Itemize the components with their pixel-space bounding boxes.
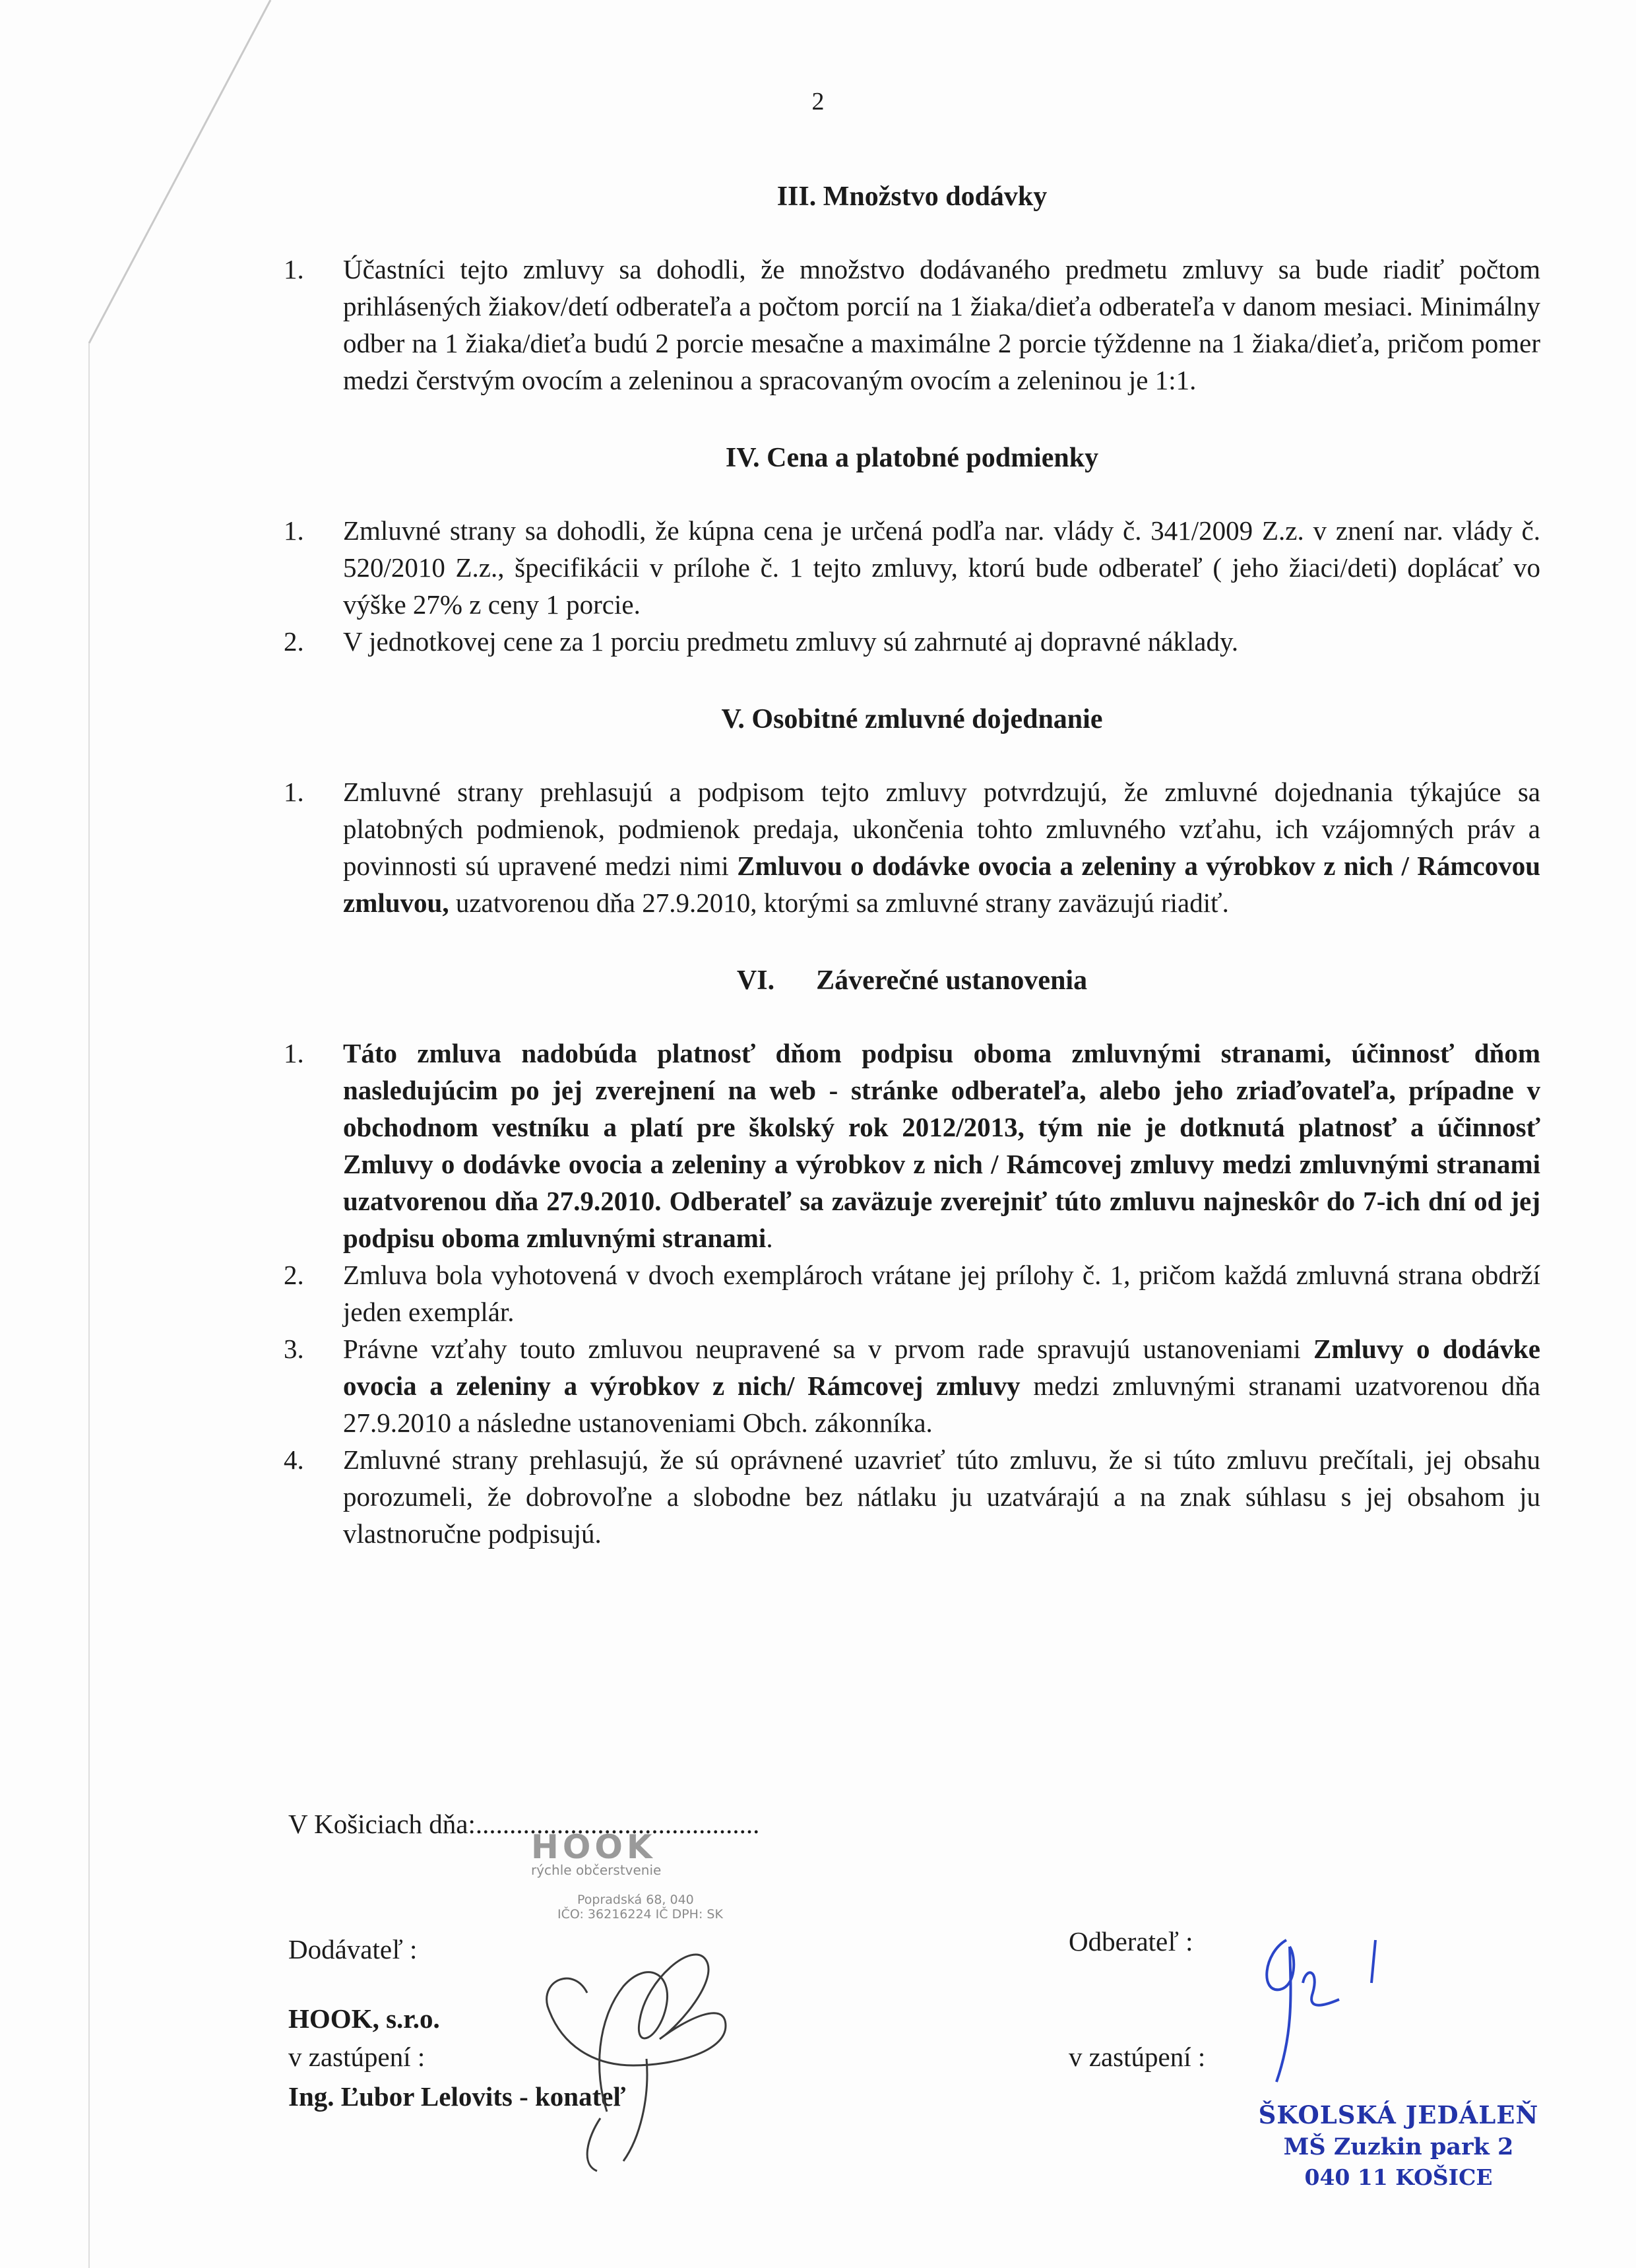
supplier-rep-name: Ing. Ľubor Lelovits - konateľ [288,2081,626,2112]
section-heading: III. Množstvo dodávky [776,181,1048,212]
section-heading: VI. Záverečné ustanovenia [736,965,1088,996]
supplier-stamp-address: Popradská 68, 040 [577,1893,694,1907]
supplier-rep-label: v zastúpení : [288,2042,425,2072]
item-number: 1. [284,254,304,284]
section [284,921,1540,1552]
section-list [284,1035,1540,1552]
list-item [284,251,1540,399]
customer-stamp-line2: MŠ Zuzkin park 2 [1283,2133,1514,2160]
section [284,178,1540,399]
item-number: 1. [284,777,304,807]
item-text: Zmluva bola vyhotovená v dvoch exemplároch vrátane jej prílohy č. 1, pričom každá zmluvná strana obdrží jeden exemplár. [343,1260,1540,1327]
list-item [284,623,1540,660]
item-number: 2. [284,1260,304,1290]
section [284,660,1540,921]
section-heading: V. Osobitné zmluvné dojednanie [721,704,1103,734]
supplier-name: HOOK, s.r.o. [288,2003,440,2034]
customer-stamp-line3: 040 11 KOŠICE [1304,2164,1493,2190]
supplier-label: Dodávateľ : [288,1934,418,1964]
supplier-stamp-ids: IČO: 36216224 IČ DPH: SK [557,1907,723,1922]
customer-rep-label: v zastúpení : [1069,2042,1206,2072]
item-text: . [766,1223,773,1253]
item-number: 1. [284,1038,304,1068]
item-text: Právne vzťahy touto zmluvou neupravené sa v prvom rade spravujú ustanoveniami [343,1334,1314,1364]
item-text: medzi zmluvnými stranami uzatvorenou dňa 27.9.2010 a následne ustanoveniami Obch. zákonníka. [343,1371,1540,1438]
item-number: 1. [284,515,304,546]
item-text-bold: Zmluvou o dodávke ovocia a zeleniny a výrobkov z nich / Rámcovou zmluvou, [343,851,1540,918]
list-item [284,773,1540,921]
item-text: uzatvorenou dňa 27.9.2010, ktorými sa zmluvné strany zaväzujú riadiť. [449,888,1229,918]
item-text: Zmluvné strany prehlasujú a podpisom tejto zmluvy potvrdzujú, že zmluvné dojednania týkajúce sa platobných podmienok, podmienok predaja, ukončenia tohto zmluvného vzťahu, ich vzájomných práv a povinnosti sú upravené medzi nimi [343,777,1540,881]
section-list [284,512,1540,660]
item-text: V jednotkovej cene za 1 porciu predmetu zmluvy sú zahrnuté aj dopravné náklady. [343,626,1239,657]
supplier-signature [508,1900,745,2178]
document-body [284,178,1540,1552]
item-text: Účastníci tejto zmluvy sa dohodli, že množstvo dodávaného predmetu zmluvy sa bude riadiť počtom prihlásených žiakov/detí odberateľa a počtom porcií na 1 žiaka/dieťa odberateľa v danom mesiaci. Minimálny odber na 1 žiaka/dieťa budú 2 porcie mesačne a maximálne 2 porcie týždenne na 1 žiaka/dieťa, pričom pomer medzi čerstvým ovocím a zeleninou a spracovaným ovocím a zeleninou je 1:1. [343,254,1540,395]
supplier-stamp-tagline: rýchle občerstvenie [531,1862,662,1878]
item-text: Zmluvné strany sa dohodli, že kúpna cena je určená podľa nar. vlády č. 341/2009 Z.z. v znení nar. vlády č. 520/2010 Z.z., špecifikácii v prílohe č. 1 tejto zmluvy, ktorú bude odberateľ ( jeho žiaci/deti) doplácať vo výške 27% z ceny 1 porcie. [343,515,1540,620]
place-date: V Košiciach dňa:.......................................... [288,1809,760,1839]
item-number: 2. [284,626,304,657]
item-number: 3. [284,1334,304,1364]
item-text-bold: Táto zmluva nadobúda platnosť dňom podpisu oboma zmluvnými stranami, účinnosť dňom nasledujúcim po jej zverejnení na web - stránke odberateľa, alebo jeho zriaďovateľa, prípadne v obchodnom vestníku a platí pre školský rok 2012/2013, tým nie je dotknutá platnosť a účinnosť Zmluvy o dodávke ovocia a zeleniny a výrobkov z nich / Rámcovej zmluvy medzi zmluvnými stranami uzatvorenou dňa 27.9.2010. Odberateľ sa zaväzuje zverejniť túto zmluvu najneskôr do 7-ich dní od jej podpisu oboma zmluvnými stranami [343,1038,1540,1253]
section-list [284,251,1540,399]
page-number: 2 [811,88,825,115]
list-item [284,1330,1540,1441]
customer-signature [1250,1920,1395,2092]
customer-stamp-line1: ŠKOLSKÁ JEDÁLEŇ [1258,2100,1539,2129]
list-item [284,1441,1540,1552]
section-list [284,773,1540,921]
section [284,399,1540,660]
item-number: 4. [284,1444,304,1475]
customer-stamp [1257,2100,1540,2190]
list-item [284,512,1540,623]
supplier-stamp-logo: HOOK [531,1828,656,1866]
list-item [284,1035,1540,1256]
list-item [284,1256,1540,1330]
item-text-bold: Zmluvy o dodávke ovocia a zeleniny a výrobkov z nich/ Rámcovej zmluvy [343,1334,1540,1401]
section-heading: IV. Cena a platobné podmienky [725,443,1099,473]
customer-label: Odberateľ : [1069,1926,1193,1957]
item-text: Zmluvné strany prehlasujú, že sú oprávnené uzavrieť túto zmluvu, že si túto zmluvu prečítali, jej obsahu porozumeli, že dobrovoľne a slobodne bez nátlaku ju uzatvárajú a na znak súhlasu s jej obsahom ju vlastnoručne podpisujú. [343,1444,1540,1549]
